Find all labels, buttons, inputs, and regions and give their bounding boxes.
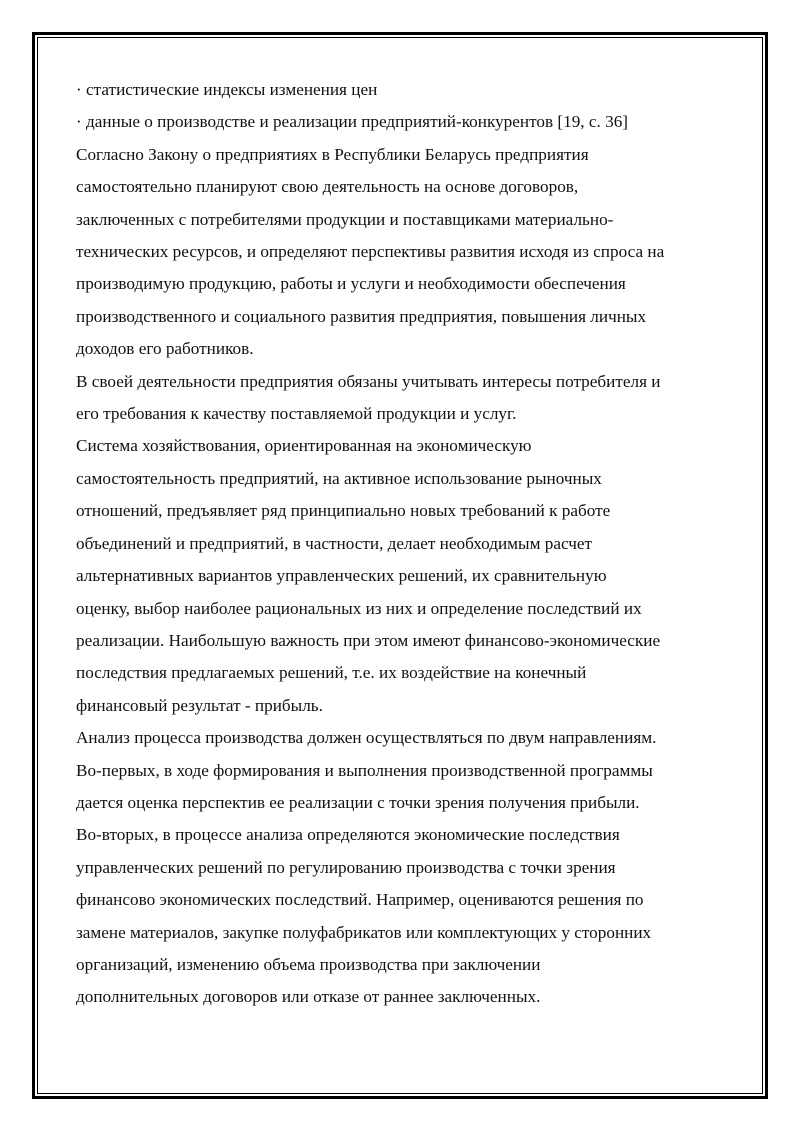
text-line: производственного и социального развития предприятия, повышения личных [76, 306, 647, 326]
text-line: Во-вторых, в процессе анализа определяются экономические последствия [76, 825, 620, 845]
text-line: оценку, выбор наиболее рациональных из них и определение последствий их [76, 598, 642, 618]
bullet-line-price-indices: · статистические индексы изменения цен [76, 80, 378, 99]
text-line: производимую продукцию, работы и услуги и необходимости обеспечения [76, 274, 626, 294]
text-line: финансовый результат - прибыль. [76, 695, 323, 715]
text-line: управленческих решений по регулированию производства с точки зрения [76, 857, 616, 877]
text-line: реализации. Наибольшую важность при этом имеют финансово-экономические [76, 630, 661, 650]
text-line: организаций, изменению объема производства при заключении [76, 954, 541, 974]
text-line: дополнительных договоров или отказе от раннее заключенных. [76, 987, 541, 1007]
text-line: финансово экономических последствий. Например, оцениваются решения по [76, 890, 644, 910]
text-line: Система хозяйствования, ориентированная на экономическую [76, 436, 532, 456]
text-line: дается оценка перспектив ее реализации с точки зрения получения прибыли. [76, 792, 640, 812]
text-line: самостоятельность предприятий, на активное использование рыночных [76, 468, 602, 488]
text-line: заключенных с потребителями продукции и поставщиками материально- [76, 209, 614, 229]
document-body [76, 74, 726, 1014]
text-line: его требования к качеству поставляемой продукции и услуг. [76, 404, 517, 424]
bullet-line-competitors: · данные о производстве и реализации предприятий-конкурентов [19, с. 36] [76, 112, 629, 132]
text-line: Анализ процесса производства должен осуществляться по двум направлениям. [76, 728, 657, 748]
text-line: замене материалов, закупке полуфабрикатов или комплектующих у сторонних [76, 922, 652, 942]
text-line: В своей деятельности предприятия обязаны учитывать интересы потребителя и [76, 371, 661, 391]
text-line: объединений и предприятий, в частности, делает необходимым расчет [76, 533, 593, 553]
text-line: последствия предлагаемых решений, т.е. их воздействие на конечный [76, 663, 587, 683]
text-line: Согласно Закону о предприятиях в Республики Беларусь предприятия [76, 144, 589, 164]
text-line: доходов его работников. [76, 339, 254, 359]
text-line: технических ресурсов, и определяют перспективы развития исходя из спроса на [76, 242, 665, 262]
text-line: альтернативных вариантов управленческих решений, их сравнительную [76, 566, 607, 586]
text-line: отношений, предъявляет ряд принципиально новых требований к работе [76, 501, 611, 521]
text-line: самостоятельно планируют свою деятельность на основе договоров, [76, 177, 579, 197]
text-line: Во-первых, в ходе формирования и выполнения производственной программы [76, 760, 653, 780]
